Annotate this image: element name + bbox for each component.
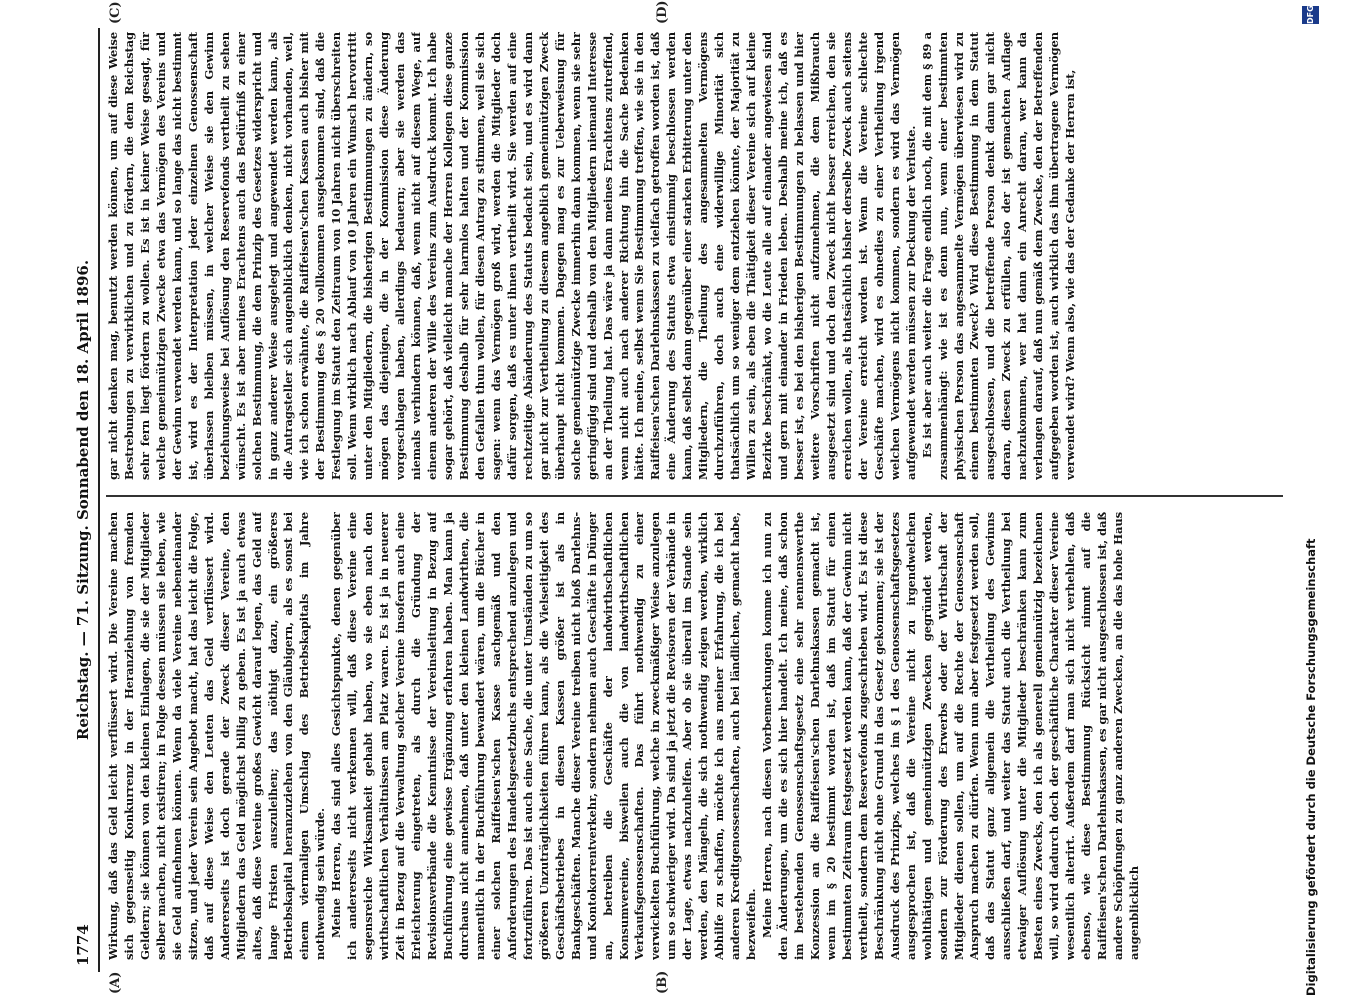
scanned-page: [70, 0, 1283, 994]
paragraph: Wirkung, daß das Geld leicht verflüssert wird. Die Vereine machen sich gegenseitig Konkurrenz in der Heranziehung von fremden Geldern; sie können von den kleinen Einlagen, die sie der Mitglieder selber machen, nicht existiren; in Folge dessen müssen sie leben, wie sie Geld aufnehmen können. Wenn da viele Vereine nebeneinander sitzen, und jeder Verein sein Angebot macht, hat das leicht die Folge, daß auf diese Weise den Leuten das Geld verflüssert wird. Andererseits ist doch gerade der Zweck dieser Vereine, den Mitgliedern das Geld möglichst billig zu geben. Es ist ja auch etwas altes, daß diese Vereine großes Gewicht darauf legen, das Geld auf lange Fristen auszuleihen; das nöthigt dazu, ein größeres Betriebskapital heranzuziehen von den Gläubigern, als es sonst bei einem viermaligen Umschlag des Betriebskapitals im Jahre nothwendig sein würde.: [106, 512, 328, 960]
page-number: 1774: [74, 924, 92, 966]
paragraph: Meine Herren, nach diesen Vorbemerkungen komme ich nun zu den Änderungen, um die es sich hier handelt. Ich meine, daß schon im bestehenden Genossenschaftsgesetz eine sehr nennenswerthe Konzession an die Raiffeisen'schen Darlehnskassen gemacht ist, wenn im § 20 bestimmt worden ist, daß im Statut für einen bestimmten Zeitraum festgesetzt werden kann, daß der Gewinn nicht vertheilt, sondern dem Reservefonds zugeschrieben wird. Es ist diese Beschränkung nicht ohne Grund in das Gesetz gekommen; sie ist der Ausdruck des Prinzips, welches im § 1 des Genossenschaftsgesetzes ausgesprochen ist, daß die Vereine nicht zu irgendwelchen wohlthätigen und gemeinnützigen Zwecken gegründet werden, sondern zur Förderung des Erwerbs oder der Wirthschaft der Mitglieder dienen sollen, um auf die Rechte der Genossenschaft Anspruch machen zu dürfen. Wenn nun aber festgesetzt werden soll, daß das Statut ganz allgemein die Vertheilung des Gewinns ausschließen darf, und weiter das Statut auch die Vertheilung bei etwaiger Auflösung unter die Mitglieder beschränken kann zum Besten eines Zwecks, den ich als generell gemeinnützig bezeichnen will, so wird dadurch doch der geschäftliche Charakter dieser Vereine wesentlich alterirt. Außerdem darf man sich nicht verhehlen, daß ebenso, wie diese Bestimmung Rücksicht nimmt auf die Raiffeisen'schen Darlehnskassen, es gar nicht ausgeschlossen ist, daß andere Schöpfungen zu ganz anderen Zwecken, an die das hohe Haus augenblicklich: [760, 512, 1141, 960]
margin-mark-a: (A): [108, 971, 123, 994]
page-title: Reichstag. — 71. Sitzung. Sonnabend den 18. April 1896.: [74, 259, 92, 741]
dfg-logo: DFG: [1302, 6, 1319, 24]
margin-mark-c: (C): [108, 1, 123, 24]
paragraph: Meine Herren, das sind alles Gesichtspunkte, denen gegenüber ich andererseits nicht verkennen will, daß diese Vereine eine segensreiche Wirksamkeit gehabt haben, wo sie eben nach den wirthschaftlichen Verhältnissen am Platz waren. Es ist ja in neuerer Zeit in Bezug auf die Verwaltung solcher Vereine insofern auch eine Erleichterung eingetreten, als durch die Gründung der Revisionsverbände die Kenntnisse der Vereinsleitung in Bezug auf Buchführung eine gewisse Ergänzung erfahren haben. Man kann ja durchaus nicht annehmen, daß unter den kleinen Landwirthen, die namentlich in der Buchführung bewandert wären, um die Bücher in einer solchen Raiffeisen'schen Kasse sachgemäß und den Anforderungen des Handelsgesetzbuchs entsprechend anzulegen und fortzuführen. Das ist auch eine Sache, die unter Umständen zu um so größeren Unzuträglichkeiten führen kann, als die Vielseitigkeit des Geschäftsbetriebes in diesen Kassen größer ist als in Bankgeschäften. Manche dieser Vereine treiben nicht bloß Darlehns- und Kontokorrentverkehr, sondern nehmen auch Geschäfte in Dünger an, betreiben die Geschäfte der landwirthschaftlichen Konsumvereine, bisweilen auch die von landwirthschaftlichen Verkaufsgenossenschaften. Das führt nothwendig zu einer verwickelten Buchführung, welche in zweckmäßiger Weise anzulegen um so schwieriger wird. Da sind ja jetzt die Revisoren der Verbände in der Lage, etwas nachzuhelfen. Aber ob sie überall im Stande sein werden, den Mängeln, die sich nothwendig zeigen werden, wirklich Abhilfe zu schaffen, möchte ich aus meiner Erfahrung, die ich bei anderen Kreditgenossenschaften, auch bei ländlichen, gemacht habe, bezweifeln.: [329, 512, 759, 960]
left-text-column: [106, 512, 1283, 960]
funding-note: Digitalisierung gefördert durch die Deutsche Forschungsgemeinschaft: [1304, 538, 1318, 996]
page-header: [70, 28, 94, 972]
margin-mark-d: (D): [655, 0, 670, 24]
paragraph: Es ist aber auch weiter die Frage endlich noch, die mit dem § 89 a zusammenhängt: wie ist es denn nun, wenn einer bestimmten physischen Person das angesammelte Vermögen überwiesen wird zu einem bestimmten Zweck? Wird diese Bestimmung in dem Statut ausgeschlossen, und die betreffende Person denkt dann gar nicht daran, diesen Zweck zu erfüllen, also der ist gemachten Auflage nachzukommen, wer hat dann ein Anrecht daran, wer kann da verlangen darauf, daß nun gemäß dem Zwecke, den der Betreffenden aufgegeben worden ist, auch wirklich das ihm übertragene Vermögen verwendet wird? Wenn also, wie das der Gedanke der Herren ist,: [919, 32, 1078, 480]
margin-mark-b: (B): [655, 970, 670, 994]
paragraph: gar nicht denken mag, benutzt werden können, um auf diese Weise Bestrebungen zu verwirklichen und zu fördern, die dem Reichstag sehr fern liegt fördern zu wollen. Es ist in keiner Weise gesagt, für welche gemeinnützigen Zwecke etwa das Vermögen des Vereins und der Gewinn verwendet werden kann, und so lange das nicht bestimmt ist, wird es der Interpretation jeder einzelnen Genossenschaft überlassen bleiben müssen, in welcher Weise sie den Gewinn beziehungsweise bei Auflösung den Reservefonds vertheilt zu sehen wünscht. Es ist aber meines Erachtens auch das Bedürfniß zu einer solchen Bestimmung, die dem Prinzip des Gesetzes widerspricht und in ganz anderer Weise ausgelegt und angewendet werden kann, als die Antragsteller sich augenblicklich denken, nicht vorhanden, weil, wie ich schon erwähnte, die Raiffeisen'schen Kassen auch bisher mit der Bestimmung des § 20 vollkommen ausgekommen sind, daß die Festlegung im Statut den Zeitraum von 10 Jahren nicht überschreiten soll. Wenn wirklich nach Ablauf von 10 Jahren ein Wunsch hervortritt unter den Mitgliedern, die bisherigen Bestimmungen zu ändern, so mögen das diejenigen, die in der Kommission diese Änderung vorgeschlagen haben, allerdings bedauern; aber sie werden das niemals verhindern können, daß, wenn nicht auf diesem Wege, auf einem anderen der Wille des Vereins zum Ausdruck kommt. Ich habe sogar gehört, daß vielleicht manche der Herren Kollegen diese ganze Bestimmung deshalb für sehr harmlos halten und der Kommission den Gefallen thun wollen, für diesen Antrag zu stimmen, weil sie sich sagen: wenn das Vermögen groß wird, werden die Mitglieder doch dafür sorgen, daß es unter ihnen vertheilt wird. Sie werden auf eine rechtzeitige Abänderung des Statuts bedacht sein, und es wird dann gar nicht zur Vertheilung zu diesem angeblich gemeinnützigen Zweck überhaupt nicht kommen. Dagegen mag es zur Ueberweisung für solche gemeinnützige Zwecke immerhin dann kommen, wenn sie sehr geringfügig sind und deshalb von den Mitgliedern niemand Interesse an der Theilung hat. Das wäre ja dann meines Erachtens zutreffend, wenn nicht auch nach anderer Richtung hin die Sache Bedenken hätte. Ich meine, selbst wenn Sie Bestimmung treffen, wie sie in den Raiffeisen'schen Darlehnskassen zu vielfach getroffen worden ist, daß eine Änderung des Statuts etwa einstimmig beschlossen werden kann, daß selbst dann gegenüber einer starken Erbitterung unter den Mitgliedern, die Theilung des angesammelten Vermögens durchzuführen, doch auch eine widerwillige Minorität sich thatsächlich um so weniger dem entziehen könnte, der Majorität zu Willen zu sein, als eben die Thätigkeit dieser Vereine sich auf kleine Bezirke beschränkt, wo die Leute alle auf einander angewiesen sind und gern mit einander in Frieden leben. Deshalb meine ich, daß es besser ist, es bei den bisherigen Bestimmungen zu belassen und hier weitere Vorschriften nicht aufzunehmen, die dem Mißbrauch ausgesetzt sind und doch den Zweck nicht besser erreichen, den sie erreichen wollen, als thatsächlich bisher derselbe Zweck auch seitens der Vereine erreicht worden ist. Wenn die Vereine schlechte Geschäfte machen, wird es ohnedies zu einer Vertheilung irgend welchen Vermögens nicht kommen, sondern es wird das Vermögen aufgewendet werden müssen zur Deckung der Verluste.: [106, 32, 918, 480]
right-text-column: [106, 32, 1283, 480]
digitization-note: [1300, 0, 1324, 1000]
column-divider: [106, 495, 1283, 497]
header-rule: [98, 28, 100, 972]
